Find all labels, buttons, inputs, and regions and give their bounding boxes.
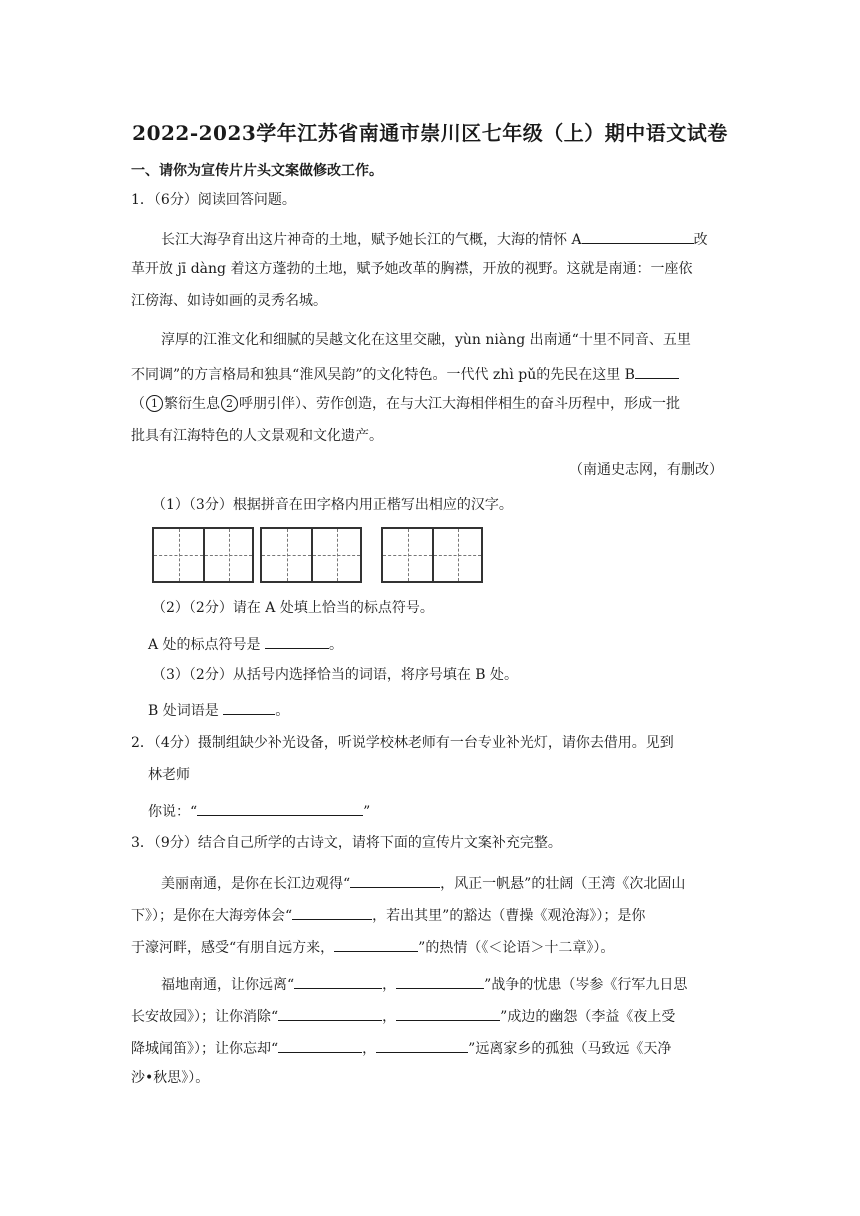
question-3-heading: 3．（9分）结合自己所学的古诗文，请将下面的宣传片文案补充完整。 xyxy=(131,835,562,851)
answer-line: B 处词语是 。 xyxy=(148,698,289,721)
sub-question-3: （3）（2分）从括号内选择恰当的词语，将序号填在 B 处。 xyxy=(152,667,519,683)
tianzige-pair[interactable] xyxy=(260,527,362,583)
passage-line: 江傍海、如诗如画的灵秀名城。 xyxy=(131,293,327,309)
poem-blank[interactable] xyxy=(350,871,440,888)
passage-line: 下》）；是你在大海旁体会“ ，若出其里”的豁达（曹操《观沧海》）；是你 xyxy=(131,903,645,926)
option-number: 1 xyxy=(146,395,163,412)
poem-blank[interactable] xyxy=(396,1004,500,1021)
passage-line: 不同调”的方言格局和独具“淮风吴韵”的文化特色。一代代 zhì pǔ的先民在这里 B xyxy=(131,362,679,385)
poem-blank[interactable] xyxy=(396,972,484,989)
passage-line: 淳厚的江淮文化和细腻的吴越文化在这里交融，yùn niàng 出南通“十里不同音、五里 xyxy=(161,332,691,348)
passage-line: 革开放 jī dàng 着这方蓬勃的土地，赋予她改革的胸襟，开放的视野。这就是南通：一座依 xyxy=(131,261,693,277)
passage-line: 于濠河畔，感受“有朋自远方来， ”的热情（《＜论语＞十二章》）。 xyxy=(131,935,614,958)
poem-blank[interactable] xyxy=(376,1036,468,1053)
section-heading: 一、请你为宣传片片头文案做修改工作。 xyxy=(131,163,383,179)
tianzige-pair[interactable] xyxy=(381,527,483,583)
sub-question-2: （2）（2分）请在 A 处填上恰当的标点符号。 xyxy=(152,600,434,616)
passage-line: 美丽南通，是你在长江边观得“ ，风正一帆悬”的壮阔（王湾《次北固山 xyxy=(161,871,685,894)
source-citation: （南通史志网，有删改） xyxy=(569,462,723,478)
poem-blank[interactable] xyxy=(278,1036,362,1053)
page-title: 2022-2023学年江苏省南通市崇川区七年级（上）期中语文试卷 xyxy=(132,121,728,145)
passage-line: 长江大海孕育出这片神奇的土地，赋予她长江的气概，大海的情怀 A 改 xyxy=(161,227,708,250)
answer-blank[interactable] xyxy=(197,799,363,816)
question-1-heading: 1．（6分）阅读回答问题。 xyxy=(131,192,296,208)
passage-line: 沙•秋思》）。 xyxy=(131,1070,210,1086)
question-2-heading: 2．（4分）摄制组缺少补光设备，听说学校林老师有一台专业补光灯，请你去借用。见到 xyxy=(131,735,674,751)
passage-line: （ 1 繁衍生息 2 呼朋引伴）、劳作创造，在与大江大海相伴相生的奋斗历程中，形成一批 xyxy=(131,396,680,412)
blank-a[interactable] xyxy=(582,227,694,244)
answer-line: 你说：“ ” xyxy=(148,799,370,822)
passage-line: 福地南通，让你远离“ ， ”战争的忧患（岑参《行军九日思 xyxy=(161,972,687,995)
tianzige-pair[interactable] xyxy=(152,527,254,583)
passage-line: 降城闻笛》）；让你忘却“ ， ”远离家乡的孤独（马致远《天净 xyxy=(131,1036,671,1059)
poem-blank[interactable] xyxy=(294,972,382,989)
blank-b[interactable] xyxy=(635,362,679,379)
passage-line: 批具有江海特色的人文景观和文化遗产。 xyxy=(131,428,383,444)
poem-blank[interactable] xyxy=(334,935,418,952)
tianzige-grid xyxy=(152,527,492,583)
question-2-line: 林老师 xyxy=(148,767,190,783)
poem-blank[interactable] xyxy=(292,903,372,920)
answer-blank[interactable] xyxy=(265,632,329,649)
sub-question-1: （1）（3分）根据拼音在田字格内用正楷写出相应的汉字。 xyxy=(152,497,513,513)
answer-line: A 处的标点符号是 。 xyxy=(148,632,343,655)
passage-line: 长安故园》）；让你消除“ ， ”成边的幽怨（李益《夜上受 xyxy=(131,1004,675,1027)
answer-blank[interactable] xyxy=(223,698,275,715)
option-number: 2 xyxy=(221,395,238,412)
poem-blank[interactable] xyxy=(278,1004,382,1021)
